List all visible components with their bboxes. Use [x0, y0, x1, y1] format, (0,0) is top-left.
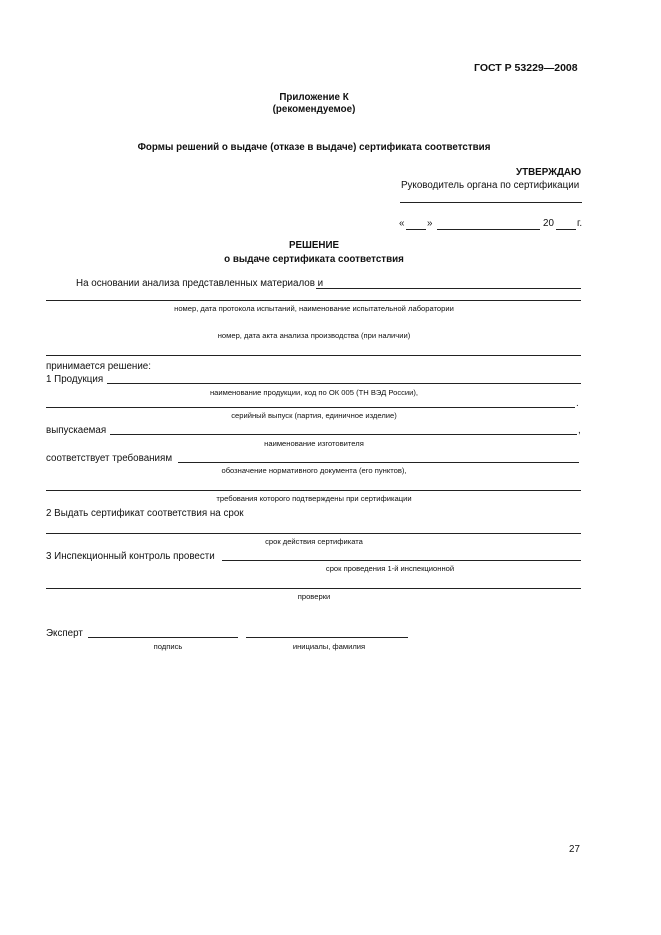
appendix-status: (рекомендуемое)	[272, 104, 356, 115]
section-title: Формы решений о выдаче (отказе в выдаче) сертификата соответствия	[137, 142, 491, 153]
hint-product: наименование продукции, код по ОК 005 (ТН ВЭД России),	[209, 388, 419, 397]
complies-label: соответствует требованиям	[46, 453, 173, 464]
expert-name-line	[246, 637, 408, 638]
hint-protocol: номер, дата протокола испытаний, наименование испытательной лаборатории	[174, 304, 454, 313]
protocol-line	[46, 300, 581, 301]
manufacturer-comma: ,	[578, 425, 581, 436]
hint-name: инициалы, фамилия	[292, 642, 366, 651]
inspection-label: 3 Инспекционный контроль провести	[46, 551, 215, 562]
decision-title: РЕШЕНИЕ	[288, 240, 340, 251]
manufacturer-line	[110, 434, 577, 435]
date-close-quote: »	[427, 218, 433, 229]
decision-subtitle: о выдаче сертификата соответствия	[224, 254, 404, 265]
normative-line	[178, 462, 579, 463]
hint-inspection: срок проведения 1-й инспекционной	[325, 564, 455, 573]
year-prefix: 20	[543, 218, 554, 229]
inspection-line	[222, 560, 581, 561]
date-month-line	[437, 229, 540, 230]
product-label: 1 Продукция	[46, 374, 104, 385]
hint-signature: подпись	[153, 642, 183, 651]
approver-signature-line	[400, 202, 582, 203]
hint-validity: срок действия сертификата	[265, 537, 363, 546]
date-open-quote: «	[399, 218, 405, 229]
validity-line	[46, 533, 581, 534]
basis-line	[316, 288, 581, 289]
hint-normative: обозначение нормативного документа (его пунктов),	[221, 466, 407, 475]
date-year-line	[556, 229, 576, 230]
date-day-line	[406, 229, 426, 230]
inspection-cont-line	[46, 588, 581, 589]
serial-period: .	[576, 398, 579, 409]
approve-label: УТВЕРЖДАЮ	[516, 167, 582, 178]
approver-title: Руководитель органа по сертификации	[401, 180, 580, 191]
hint-manufacturer: наименование изготовителя	[264, 439, 364, 448]
issue-label: 2 Выдать сертификат соответствия на срок	[46, 508, 244, 519]
manufactured-label: выпускаемая	[46, 425, 107, 436]
page-number: 27	[569, 844, 580, 855]
requirements-line	[46, 490, 581, 491]
act-line	[46, 355, 581, 356]
hint-inspection-cont: проверки	[297, 592, 331, 601]
hint-serial: серийный выпуск (партия, единичное изделие)	[231, 411, 397, 420]
expert-label: Эксперт	[46, 628, 83, 639]
decision-taken-label: принимается решение:	[46, 361, 151, 372]
product-line	[107, 383, 581, 384]
standard-code: ГОСТ Р 53229—2008	[474, 62, 578, 74]
basis-label: На основании анализа представленных материалов и	[76, 278, 324, 289]
hint-act: номер, дата акта анализа производства (при наличии)	[217, 331, 411, 340]
appendix-title: Приложение К	[279, 92, 349, 103]
expert-signature-line	[88, 637, 238, 638]
hint-requirements: требования которого подтверждены при сертификации	[216, 494, 412, 503]
year-suffix: г.	[577, 218, 583, 229]
serial-line	[46, 407, 575, 408]
